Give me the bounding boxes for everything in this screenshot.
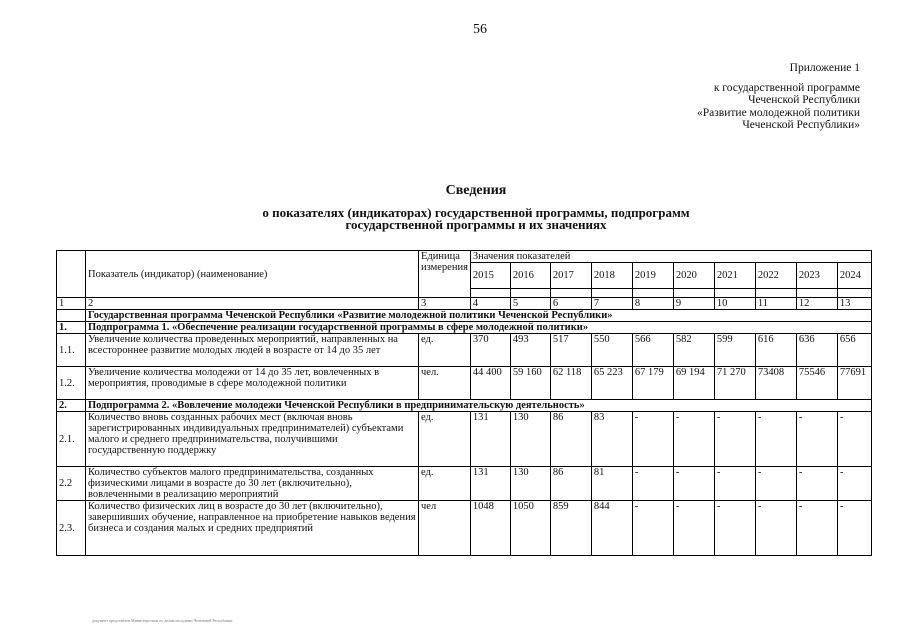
document-subtitle (0, 207, 905, 231)
value-cell: 77691 (837, 367, 871, 400)
value-cell: 550 (591, 334, 632, 367)
header-indicator: Показатель (индикатор) (наименование) (86, 251, 419, 298)
subprogram-number: 2. (57, 400, 86, 412)
subprogram-2-row (57, 400, 872, 412)
unit-cell: чел (419, 501, 471, 556)
table-row (57, 467, 872, 501)
value-cell: 65 223 (591, 367, 632, 400)
header-unit: Единица измерения (419, 251, 471, 298)
header-year: 2015 (470, 263, 510, 289)
value-cell: 71 270 (714, 367, 755, 400)
column-number: 7 (591, 298, 632, 310)
value-cell: 599 (714, 334, 755, 367)
value-cell: - (714, 467, 755, 501)
header-row-top (57, 251, 872, 263)
value-cell: 859 (550, 501, 591, 556)
row-number: 2.1. (57, 412, 86, 467)
indicator-name: Количество физических лиц в возрасте до 30 лет (включительно), завершивших обучение, направленное на приобретение навыков ведения бизнеса и создания малых и средних предприятий (86, 501, 419, 556)
value-cell: 582 (673, 334, 714, 367)
value-cell: - (796, 501, 837, 556)
column-number: 6 (550, 298, 591, 310)
column-number: 12 (796, 298, 837, 310)
subprogram-1-row (57, 322, 872, 334)
column-number: 10 (714, 298, 755, 310)
column-number: 4 (470, 298, 510, 310)
value-cell: - (714, 501, 755, 556)
appendix-line: Чеченской Республики (748, 94, 860, 106)
value-cell: - (837, 412, 871, 467)
value-cell: - (673, 467, 714, 501)
column-number: 9 (673, 298, 714, 310)
subprogram-number: 1. (57, 322, 86, 334)
value-cell: - (755, 412, 796, 467)
value-cell: 517 (550, 334, 591, 367)
column-number: 8 (632, 298, 673, 310)
value-cell: 130 (510, 412, 550, 467)
value-cell: 636 (796, 334, 837, 367)
numbering-row (57, 298, 872, 310)
indicator-name: Количество субъектов малого предпринимательства, созданных физическими лицами в возрасте до 30 лет (включительно), вовлеченными в реализацию мероприятий (86, 467, 419, 501)
row-number: 1.2. (57, 367, 86, 400)
header-year: 2016 (510, 263, 550, 289)
value-cell: 62 118 (550, 367, 591, 400)
row-number: 2.2 (57, 467, 86, 501)
value-cell: 1048 (470, 501, 510, 556)
value-cell: - (755, 467, 796, 501)
table-row (57, 412, 872, 467)
indicator-name: Увеличение количества молодежи от 14 до 35 лет, вовлеченных в мероприятия, проводимые в сфере молодежной политики (86, 367, 419, 400)
header-values-group: Значения показателей (470, 251, 871, 263)
program-title: Государственная программа Чеченской Республики «Развитие молодежной политики Чеченской Республики» (86, 310, 872, 322)
header-year: 2022 (755, 263, 796, 289)
value-cell: 75546 (796, 367, 837, 400)
footer-note: документ представлен Министерством по делам молодежи Чеченской Республики (92, 618, 233, 623)
value-cell: 69 194 (673, 367, 714, 400)
value-cell: 370 (470, 334, 510, 367)
value-cell: 131 (470, 412, 510, 467)
header-year: 2020 (673, 263, 714, 289)
program-title-row (57, 310, 872, 322)
header-num-cell (57, 251, 86, 298)
value-cell: - (837, 467, 871, 501)
column-number: 3 (419, 298, 471, 310)
value-cell: - (714, 412, 755, 467)
indicators-table (56, 250, 872, 556)
subtitle-line-1: о показателях (индикаторах) государственной программы, подпрограмм (262, 205, 690, 220)
value-cell: - (755, 501, 796, 556)
column-number: 2 (86, 298, 419, 310)
unit-cell: ед. (419, 412, 471, 467)
value-cell: - (632, 467, 673, 501)
appendix-block (697, 62, 860, 132)
appendix-line: Чеченской Республики» (742, 119, 860, 131)
indicator-name: Увеличение количества проведенных мероприятий, направленных на всестороннее развитие молодых людей в возрасте от 14 до 35 лет (86, 334, 419, 367)
header-year: 2024 (837, 263, 871, 289)
value-cell: - (632, 501, 673, 556)
value-cell: 59 160 (510, 367, 550, 400)
indicator-name: Количество вновь созданных рабочих мест (включая вновь зарегистрированных индивидуальных предпринимателей) субъектами малого и среднего предпринимательства, получившими государственную поддержку (86, 412, 419, 467)
unit-cell: чел. (419, 367, 471, 400)
value-cell: - (632, 412, 673, 467)
column-number: 5 (510, 298, 550, 310)
value-cell: 844 (591, 501, 632, 556)
table-row (57, 501, 872, 556)
value-cell: - (837, 501, 871, 556)
value-cell: 616 (755, 334, 796, 367)
header-year: 2021 (714, 263, 755, 289)
value-cell: 83 (591, 412, 632, 467)
column-number: 13 (837, 298, 871, 310)
header-year: 2018 (591, 263, 632, 289)
value-cell: 67 179 (632, 367, 673, 400)
value-cell: - (673, 412, 714, 467)
appendix-line: «Развитие молодежной политики (697, 106, 860, 119)
column-number: 1 (57, 298, 86, 310)
row-number: 1.1. (57, 334, 86, 367)
row-number: 2.3. (57, 501, 86, 556)
value-cell: 131 (470, 467, 510, 501)
value-cell: - (796, 412, 837, 467)
value-cell: 86 (550, 467, 591, 501)
value-cell: 656 (837, 334, 871, 367)
subprogram-title: Подпрограмма 1. «Обеспечение реализации государственной программы в сфере молодежной политики» (86, 322, 872, 334)
appendix-line: к государственной программе (713, 81, 860, 94)
value-cell: 44 400 (470, 367, 510, 400)
column-number: 11 (755, 298, 796, 310)
page-number: 56 (473, 22, 487, 37)
document-title: Сведения (445, 183, 507, 198)
value-cell: 81 (591, 467, 632, 501)
subprogram-title: Подпрограмма 2. «Вовлечение молодежи Чеченской Республики в предпринимательскую деятельность» (86, 400, 872, 412)
table-row (57, 334, 872, 367)
header-year: 2023 (796, 263, 837, 289)
unit-cell: ед. (419, 467, 471, 501)
header-year: 2017 (550, 263, 591, 289)
subtitle-line-2: государственной программы и их значениях (345, 217, 607, 232)
value-cell: - (673, 501, 714, 556)
table-row (57, 367, 872, 400)
value-cell: - (796, 467, 837, 501)
value-cell: 130 (510, 467, 550, 501)
value-cell: 566 (632, 334, 673, 367)
header-year: 2019 (632, 263, 673, 289)
value-cell: 1050 (510, 501, 550, 556)
value-cell: 73408 (755, 367, 796, 400)
unit-cell: ед. (419, 334, 471, 367)
value-cell: 493 (510, 334, 550, 367)
appendix-title: Приложение 1 (789, 62, 860, 74)
value-cell: 86 (550, 412, 591, 467)
